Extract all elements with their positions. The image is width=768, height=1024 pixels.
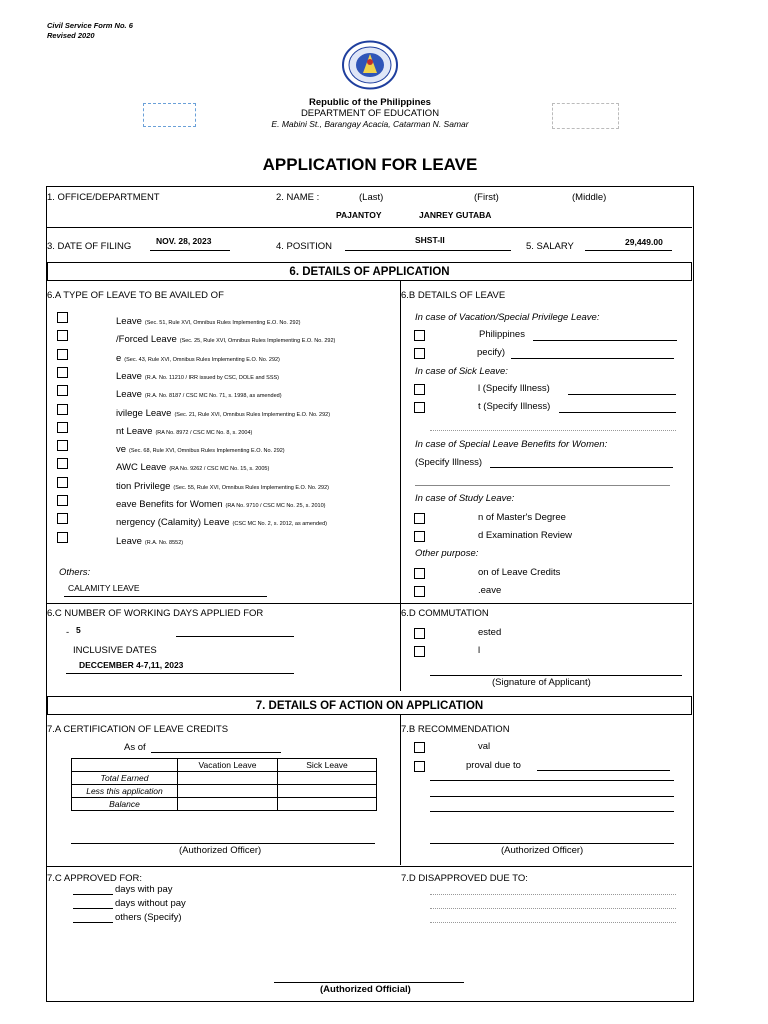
rec-approval-label: val (478, 741, 491, 752)
inclusive-dates-underline (66, 673, 294, 674)
vacation-within-checkbox[interactable] (414, 330, 425, 341)
leave-type-name: Leave (116, 389, 142, 400)
study-heading: In case of Study Leave: (415, 493, 515, 504)
sick-extra-line (430, 430, 676, 431)
leave-type-reference: (Sec. 43, Rule XVI, Omnibus Rules Implementing E.O. No. 292) (124, 357, 280, 363)
others-specify-underline (73, 922, 113, 923)
form-frame (46, 186, 694, 1002)
leave-type-reference: (Sec. 25, Rule XVI, Omnibus Rules Implementing E.O. No. 292) (179, 338, 336, 344)
row-label-total-earned: Total Earned (72, 772, 178, 785)
disapproved-line-2 (430, 908, 676, 909)
leave-type-name: nergency (Calamity) Leave (116, 517, 230, 528)
study-bar-review-label: d Examination Review (478, 530, 572, 541)
leave-type-checkbox[interactable] (57, 513, 68, 524)
sick-hospital-checkbox[interactable] (414, 384, 425, 395)
leave-type-name: Leave (116, 536, 142, 547)
authorized-officer-label-b: (Authorized Officer) (501, 845, 584, 856)
form-title: APPLICATION FOR LEAVE (262, 155, 478, 174)
leave-type-item (116, 512, 327, 530)
leave-type-name: /Forced Leave (116, 334, 177, 345)
leave-type-checkbox[interactable] (57, 532, 68, 543)
leave-type-checkbox[interactable] (57, 349, 68, 360)
disapproved-line-1 (430, 894, 676, 895)
rec-signature-line (430, 843, 674, 844)
rec-disapproval-label: proval due to (466, 760, 521, 771)
vacation-within-label: Philippines (479, 329, 525, 340)
republic-line: Republic of the Philippines (309, 97, 431, 108)
as-of-label: As of (124, 742, 146, 753)
leave-type-checkbox[interactable] (57, 367, 68, 378)
others-value[interactable]: CALAMITY LEAVE (68, 583, 140, 593)
leave-type-name: Leave (116, 371, 142, 382)
leave-type-item (116, 531, 183, 549)
leave-credits-table (71, 758, 377, 811)
rec-reason-underline-2 (430, 780, 674, 781)
rec-reason-underline-3 (430, 796, 674, 797)
leave-credits-title: 7.A CERTIFICATION OF LEAVE CREDITS (47, 724, 229, 735)
sick-total-earned-cell[interactable] (278, 772, 377, 785)
vacation-total-earned-cell[interactable] (178, 772, 278, 785)
leave-type-item (116, 348, 280, 366)
section-7-title: 7. DETAILS OF ACTION ON APPLICATION (47, 696, 692, 715)
other-purpose-heading: Other purpose: (415, 548, 479, 559)
department-name: DEPARTMENT OF EDUCATION (300, 108, 440, 119)
rec-reason-underline-1 (537, 770, 670, 771)
others-underline (64, 596, 267, 597)
study-bar-review-checkbox[interactable] (414, 531, 425, 542)
vacation-within-underline (533, 340, 677, 341)
row-label-less-application: Less this application (72, 785, 178, 798)
row-label-balance: Balance (72, 798, 178, 811)
leave-type-reference: (Sec. 55, Rule XVI, Omnibus Rules Implementing E.O. No. 292) (173, 485, 329, 491)
leave-type-reference: (RA No. 9262 / CSC MC No. 15, s. 2005) (169, 466, 270, 472)
leave-type-title: 6.A TYPE OF LEAVE TO BE AVAILED OF (47, 290, 224, 301)
section-7-divider (400, 715, 401, 865)
leave-type-checkbox[interactable] (57, 477, 68, 488)
leave-type-name: tion Privilege (116, 481, 171, 492)
leave-type-reference: (Sec. 68, Rule XVI, Omnibus Rules Implementing E.O. No. 292) (129, 448, 285, 454)
leave-type-name: AWC Leave (116, 462, 167, 473)
last-name-label: (Last) (359, 192, 384, 203)
disapproved-line-3 (430, 922, 676, 923)
commutation-not-requested-checkbox[interactable] (414, 628, 425, 639)
rec-approval-checkbox[interactable] (414, 742, 425, 753)
first-name-label: (First) (474, 192, 499, 203)
vacation-abroad-checkbox[interactable] (414, 348, 425, 359)
monetization-checkbox[interactable] (414, 568, 425, 579)
days-without-pay-label: days without pay (115, 898, 186, 909)
leave-type-checkbox[interactable] (57, 495, 68, 506)
leave-type-checkbox[interactable] (57, 385, 68, 396)
leave-type-checkbox[interactable] (57, 312, 68, 323)
working-days-title: 6.C NUMBER OF WORKING DAYS APPLIED FOR (47, 608, 264, 619)
commutation-requested-checkbox[interactable] (414, 646, 425, 657)
working-days-underline (176, 636, 294, 637)
vacation-heading: In case of Vacation/Special Privilege Leave: (415, 312, 600, 323)
vacation-balance-cell[interactable] (178, 798, 278, 811)
leave-type-item (116, 329, 335, 347)
leave-type-item (116, 311, 301, 329)
women-specify-label: (Specify Illness) (415, 457, 483, 468)
inclusive-dates-label: INCLUSIVE DATES (73, 645, 157, 656)
authorized-officer-label-a: (Authorized Officer) (179, 845, 262, 856)
leave-type-item (116, 403, 330, 421)
applicant-signature-line (430, 675, 682, 676)
commutation-requested-label: l (478, 645, 481, 656)
vacation-abroad-underline (511, 358, 674, 359)
leave-type-name: Leave (116, 316, 142, 327)
days-with-pay-label: days with pay (115, 884, 173, 895)
salary-label: 5. SALARY (526, 241, 574, 252)
leave-type-name: ivilege Leave (116, 408, 172, 419)
leave-type-reference: (Sec. 51, Rule XVI, Omnibus Rules Implementing E.O. No. 292) (144, 320, 301, 326)
leave-type-name: nt Leave (116, 426, 153, 437)
leave-type-item (116, 384, 282, 402)
office-label: 1. OFFICE/DEPARTMENT (47, 192, 160, 203)
department-address: E. Mabini St., Barangay Acacia, Catarman N. Samar (271, 119, 469, 129)
leave-details-title: 6.B DETAILS OF LEAVE (401, 290, 506, 301)
leave-type-reference: (RA No. 8972 / CSC MC No. 8, s. 2004) (155, 430, 253, 436)
study-masters-checkbox[interactable] (414, 513, 425, 524)
name-label: 2. NAME : (276, 192, 320, 203)
first-name-value[interactable]: JANREY GUTABA (419, 210, 492, 220)
leave-type-reference: (R.A. No. 8552) (144, 540, 184, 546)
leave-type-checkbox[interactable] (57, 422, 68, 433)
officer-signature-line (71, 843, 375, 844)
form-revision: Revised 2020 (47, 31, 95, 40)
study-masters-label: n of Master's Degree (478, 512, 566, 523)
table-row (72, 785, 377, 798)
table-row (72, 798, 377, 811)
leave-type-checkbox[interactable] (57, 440, 68, 451)
position-label: 4. POSITION (276, 241, 332, 252)
sick-less-application-cell[interactable] (278, 785, 377, 798)
leave-type-checkbox[interactable] (57, 330, 68, 341)
official-signature-line (274, 982, 464, 983)
position-value[interactable]: SHST-II (415, 235, 445, 245)
leave-type-reference: (Sec. 21, Rule XVI, Omnibus Rules Implementing E.O. No. 292) (174, 412, 331, 418)
leave-type-item (116, 366, 279, 384)
sick-outpatient-checkbox[interactable] (414, 402, 425, 413)
leave-type-item (116, 457, 269, 475)
rec-disapproval-checkbox[interactable] (414, 761, 425, 772)
leave-type-reference: (RA No. 9710 / CSC MC No. 25, s. 2010) (225, 503, 326, 509)
vacation-abroad-label: pecify) (477, 347, 505, 358)
deped-seal-icon (341, 40, 399, 90)
filing-date-value[interactable]: NOV. 28, 2023 (156, 236, 212, 246)
rec-reason-underline-4 (430, 811, 674, 812)
section-6-divider (400, 281, 401, 691)
table-header-row (72, 759, 377, 772)
form-number: Civil Service Form No. 6 (47, 21, 133, 30)
section-7c-divider (47, 866, 692, 867)
leave-type-name: e (116, 353, 122, 364)
women-extra-line (415, 485, 670, 486)
women-heading: In case of Special Leave Benefits for Women: (415, 439, 608, 450)
sick-balance-cell[interactable] (278, 798, 377, 811)
leave-type-name: ve (116, 444, 127, 455)
days-with-pay-underline (73, 894, 113, 895)
others-label: Others: (59, 567, 91, 578)
filing-date-underline (150, 250, 230, 251)
as-of-underline (151, 752, 281, 753)
middle-name-label: (Middle) (572, 192, 607, 203)
last-name-value[interactable]: PAJANTOY (336, 210, 382, 220)
vacation-less-application-cell[interactable] (178, 785, 278, 798)
days-without-pay-underline (73, 908, 113, 909)
leave-type-item (116, 421, 252, 439)
header-divider (47, 227, 692, 228)
section-6-title: 6. DETAILS OF APPLICATION (47, 262, 692, 281)
sick-outpatient-underline (559, 412, 676, 413)
disapproved-title: 7.D DISAPPROVED DUE TO: (401, 873, 528, 884)
commutation-not-requested-label: ested (478, 627, 502, 638)
recommendation-title: 7.B RECOMMENDATION (401, 724, 510, 735)
leave-type-checkbox[interactable] (57, 404, 68, 415)
section-6c-divider (47, 603, 692, 604)
vacation-column-header: Vacation Leave (178, 759, 278, 772)
leave-type-reference: (CSC MC No. 2, s. 2012, as amended) (232, 521, 327, 527)
salary-underline (585, 250, 672, 251)
applicant-signature-label: (Signature of Applicant) (492, 677, 591, 688)
others-specify-label: others (Specify) (115, 912, 182, 923)
sick-hospital-label: l (Specify Illness) (478, 383, 550, 394)
leave-type-item (116, 476, 329, 494)
working-days-value[interactable]: 5 (76, 625, 81, 635)
terminal-leave-label: .eave (478, 585, 502, 596)
sick-heading: In case of Sick Leave: (415, 366, 508, 377)
approved-for-title: 7.C APPROVED FOR: (47, 873, 143, 884)
leave-type-item (116, 494, 325, 512)
leave-type-item (116, 439, 285, 457)
sick-column-header: Sick Leave (278, 759, 377, 772)
terminal-leave-checkbox[interactable] (414, 586, 425, 597)
commutation-title: 6.D COMMUTATION (401, 608, 489, 619)
sick-hospital-underline (568, 394, 676, 395)
monetization-label: on of Leave Credits (478, 567, 561, 578)
salary-value[interactable]: 29,449.00 (625, 237, 663, 247)
working-days-dash: - (66, 627, 70, 638)
authorized-official-label: (Authorized Official) (320, 984, 411, 995)
position-underline (345, 250, 511, 251)
leave-type-checkbox[interactable] (57, 458, 68, 469)
inclusive-dates-value[interactable]: DECCEMBER 4-7,11, 2023 (79, 660, 184, 670)
table-corner-cell (72, 759, 178, 772)
table-row (72, 772, 377, 785)
leave-type-reference: (R.A. No. 8187 / CSC MC No. 71, s. 1998, as amended) (144, 393, 282, 399)
leave-type-reference: (R.A. No. 11210 / IRR issued by CSC, DOLE and SSS) (144, 375, 279, 381)
women-specify-underline (490, 467, 673, 468)
sick-outpatient-label: t (Specify Illness) (478, 401, 551, 412)
leave-type-name: eave Benefits for Women (116, 499, 223, 510)
filing-date-label: 3. DATE OF FILING (47, 241, 132, 252)
